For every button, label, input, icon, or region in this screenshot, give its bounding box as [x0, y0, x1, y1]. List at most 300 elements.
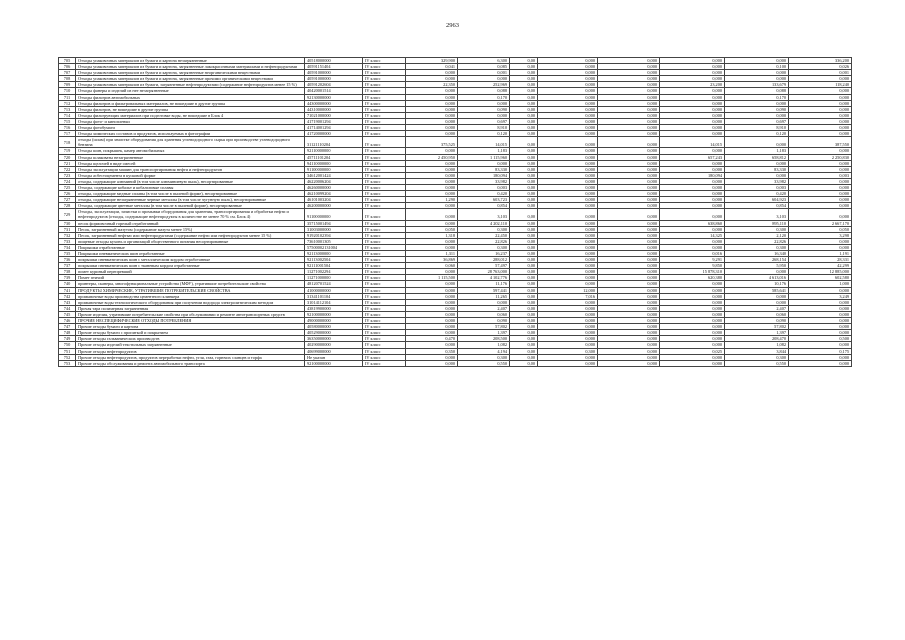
cell-received: 0,00	[510, 257, 538, 263]
cell-received: 0,00	[510, 275, 538, 281]
cell-disposed: 5,950	[725, 263, 789, 269]
cell-waste-code: 40529000000	[305, 330, 363, 336]
table-row	[59, 209, 852, 220]
cell-transferred: 0,000	[660, 125, 725, 131]
cell-used: 0,000	[538, 70, 598, 76]
cell-waste-name: отходы, содержащие медные сплавы (в том числе в пылевой форме), несортированные	[76, 191, 305, 197]
cell-opening-balance: 0,000	[406, 118, 458, 124]
cell-transferred: 0,000	[660, 293, 725, 299]
cell-row-number: 747	[59, 324, 76, 330]
cell-closing-balance: 0,000	[789, 299, 852, 305]
cell-waste-name: Отходы фильтров, не вошедшие в другие группы	[76, 106, 305, 112]
cell-received: 0,00	[510, 293, 538, 299]
cell-row-number: 737	[59, 263, 76, 269]
cell-generated: 0,300	[458, 226, 510, 232]
cell-disposed: 585,641	[725, 287, 789, 293]
cell-disposed: 0,000	[725, 269, 789, 275]
cell-transferred: 0,000	[660, 299, 725, 305]
cell-waste-code: 92110000000	[305, 148, 363, 154]
cell-hazard-class: IV класс	[363, 184, 406, 190]
cell-opening-balance: 329,900	[406, 58, 458, 64]
cell-disposed: 1,397	[725, 330, 789, 336]
cell-used: 0,000	[538, 209, 598, 220]
cell-neutralized: 0,000	[598, 64, 660, 70]
cell-waste-name: Отходы, содержащие цветные металлы (в том числе в пылевой форме), несортированные	[76, 203, 305, 209]
cell-waste-name: ПРОДУКТЫ ХИМИЧЕСКИЕ, УТРАТИВШИЕ ПОТРЕБИТЕЛЬСКИЕ СВОЙСТВА	[76, 287, 305, 293]
cell-row-number: 725	[59, 184, 76, 190]
cell-used: 7,016	[538, 293, 598, 299]
cell-transferred: 0,000	[660, 287, 725, 293]
cell-used: 0,000	[538, 281, 598, 287]
cell-closing-balance: 0,000	[789, 76, 852, 82]
cell-received: 0,00	[510, 148, 538, 154]
cell-hazard-class: IV класс	[363, 137, 406, 148]
cell-row-number: 742	[59, 293, 76, 299]
cell-hazard-class: IV класс	[363, 293, 406, 299]
cell-waste-name: Песок, загрязненный нефтью или нефтепродуктами (содержание нефти или нефтепродуктов менее 15 %)	[76, 232, 305, 238]
cell-transferred: 0,000	[660, 354, 725, 360]
cell-row-number: 746	[59, 318, 76, 324]
cell-received: 0,00	[510, 269, 538, 275]
cell-waste-name: Отходы эксплуатации машин для транспортирования нефти и нефтепродуктов	[76, 166, 305, 172]
cell-received: 0,00	[510, 112, 538, 118]
cell-generated: 4 102,776	[458, 275, 510, 281]
cell-hazard-class: IV класс	[363, 330, 406, 336]
cell-hazard-class: IV класс	[363, 178, 406, 184]
cell-transferred: 0,000	[660, 311, 725, 317]
cell-closing-balance: 42,299	[789, 263, 852, 269]
cell-opening-balance: 0,000	[406, 184, 458, 190]
cell-transferred: 0,000	[660, 191, 725, 197]
cell-waste-code: 73610001305	[305, 238, 363, 244]
cell-opening-balance: 36,869	[406, 257, 458, 263]
cell-hazard-class: IV класс	[363, 131, 406, 137]
cell-received: 0,00	[510, 342, 538, 348]
cell-hazard-class: IV класс	[363, 94, 406, 100]
cell-used: 0,000	[538, 244, 598, 250]
cell-used: 0,000	[538, 112, 598, 118]
cell-transferred: 620,380	[660, 275, 725, 281]
cell-neutralized: 0,000	[598, 70, 660, 76]
cell-hazard-class: IV класс	[363, 203, 406, 209]
cell-closing-balance: 1,191	[789, 251, 852, 257]
cell-hazard-class: IV класс	[363, 348, 406, 354]
cell-generated: 0,090	[458, 106, 510, 112]
cell-received: 0,00	[510, 305, 538, 311]
cell-generated: 0,085	[458, 64, 510, 70]
cell-waste-code: 41714001294	[305, 125, 363, 131]
cell-transferred: 180,094	[660, 172, 725, 178]
cell-disposed: 0,000	[725, 58, 789, 64]
cell-closing-balance: 0,000	[789, 197, 852, 203]
cell-disposed: 0,000	[725, 293, 789, 299]
cell-opening-balance: 0,041	[406, 64, 458, 70]
cell-hazard-class: IV класс	[363, 100, 406, 106]
cell-transferred: 0,000	[660, 209, 725, 220]
cell-neutralized: 0,000	[598, 88, 660, 94]
cell-disposed: 0,300	[725, 244, 789, 250]
cell-disposed: 0,000	[725, 70, 789, 76]
cell-disposed: 604,923	[725, 197, 789, 203]
cell-opening-balance: 0,000	[406, 112, 458, 118]
cell-disposed: 4 613,016	[725, 275, 789, 281]
cell-received: 0,00	[510, 82, 538, 88]
cell-used: 0,000	[538, 305, 598, 311]
cell-waste-code: 92111001504	[305, 263, 363, 269]
cell-opening-balance: 0,000	[406, 191, 458, 197]
cell-used: 0,000	[538, 354, 598, 360]
cell-transferred: 657,243	[660, 154, 725, 160]
cell-transferred: 0,000	[660, 160, 725, 166]
cell-waste-code: 46260000000	[305, 184, 363, 190]
cell-generated: 6,300	[458, 58, 510, 64]
cell-received: 0,00	[510, 58, 538, 64]
cell-waste-name: отходы, содержащие незагрязненные черные металлы (в том числе чугунную пыль), несортированные	[76, 197, 305, 203]
cell-row-number: 714	[59, 112, 76, 118]
cell-neutralized: 0,000	[598, 191, 660, 197]
cell-opening-balance: 0,000	[406, 172, 458, 178]
cell-waste-code: 11271000000	[305, 275, 363, 281]
cell-disposed: 268,154	[725, 257, 789, 263]
cell-waste-name: Песок, загрязненный мазутом (содержание мазута менее 15%)	[76, 226, 305, 232]
cell-generated: 0,003	[458, 184, 510, 190]
cell-waste-code: 11271002294	[305, 269, 363, 275]
cell-disposed: 33,982	[725, 178, 789, 184]
cell-neutralized: 0,000	[598, 330, 660, 336]
cell-used: 12,000	[538, 287, 598, 293]
cell-generated: 0,854	[458, 203, 510, 209]
cell-row-number: 736	[59, 257, 76, 263]
cell-disposed: 0,088	[725, 88, 789, 94]
cell-row-number: 730	[59, 220, 76, 226]
cell-received: 0,00	[510, 197, 538, 203]
cell-transferred: 0,000	[660, 226, 725, 232]
cell-opening-balance: 0,000	[406, 305, 458, 311]
cell-closing-balance: 0,000	[789, 131, 852, 137]
cell-closing-balance: 0,000	[789, 360, 852, 366]
cell-hazard-class: IV класс	[363, 160, 406, 166]
cell-neutralized: 0,000	[598, 148, 660, 154]
cell-waste-name: Покрышки пневматических шин отработанные	[76, 251, 305, 257]
cell-disposed: 0,697	[725, 118, 789, 124]
cell-received: 0,00	[510, 281, 538, 287]
cell-closing-balance: 3,249	[789, 293, 852, 299]
cell-waste-name: Прочие отходы бумаги с пропиткой и покрытием	[76, 330, 305, 336]
cell-row-number: 735	[59, 251, 76, 257]
cell-opening-balance: 375,525	[406, 137, 458, 148]
cell-generated: 603,723	[458, 197, 510, 203]
cell-closing-balance: 0,000	[789, 184, 852, 190]
cell-generated: 2,407	[458, 305, 510, 311]
cell-waste-code: 44310000000	[305, 106, 363, 112]
cell-opening-balance: 0,000	[406, 76, 458, 82]
cell-disposed: 658,812	[725, 154, 789, 160]
cell-used: 0,000	[538, 88, 598, 94]
cell-waste-code: 92113000000	[305, 251, 363, 257]
cell-generated: 57,802	[458, 324, 510, 330]
cell-neutralized: 0,000	[598, 311, 660, 317]
cell-transferred: 0,000	[660, 64, 725, 70]
cell-opening-balance: 0,000	[406, 293, 458, 299]
cell-waste-name: Покрышки отработанные	[76, 244, 305, 250]
cell-generated: 0,550	[458, 360, 510, 366]
cell-used: 0,000	[538, 166, 598, 172]
cell-opening-balance: 0,000	[406, 160, 458, 166]
cell-hazard-class: IV класс	[363, 106, 406, 112]
cell-row-number: 732	[59, 232, 76, 238]
cell-waste-name: помет куриный перепревший	[76, 269, 305, 275]
cell-neutralized: 0,000	[598, 269, 660, 275]
cell-neutralized: 0,000	[598, 209, 660, 220]
cell-generated: 3,103	[458, 209, 510, 220]
cell-hazard-class: IV класс	[363, 154, 406, 160]
cell-closing-balance: 0,000	[789, 160, 852, 166]
cell-disposed: 0,090	[725, 318, 789, 324]
cell-waste-code: 49000000000	[305, 318, 363, 324]
cell-used: 0,000	[538, 154, 598, 160]
cell-disposed: 895,110	[725, 220, 789, 226]
cell-waste-code: 40591000000	[305, 76, 363, 82]
cell-hazard-class: IV класс	[363, 305, 406, 311]
cell-waste-code: 92130000000	[305, 94, 363, 100]
cell-waste-code: 40518000000	[305, 58, 363, 64]
cell-generated: 208,500	[458, 336, 510, 342]
cell-closing-balance: 28,331	[789, 257, 852, 263]
cell-generated: 1,183	[458, 148, 510, 154]
cell-row-number: 731	[59, 226, 76, 232]
cell-disposed: 3,103	[725, 209, 789, 220]
cell-row-number: 728	[59, 203, 76, 209]
cell-row-number: 713	[59, 106, 76, 112]
cell-received: 0,00	[510, 94, 538, 100]
cell-generated: 0,000	[458, 112, 510, 118]
cell-used: 0,000	[538, 226, 598, 232]
cell-closing-balance: 0,000	[789, 305, 852, 311]
cell-waste-name: Прочие отходы нефтепродуктов, продуктов переработки нефти, угля, газа, горючих сланцев и торфа	[76, 354, 305, 360]
cell-waste-name: Отходы фото- и кинопленки	[76, 118, 305, 124]
cell-opening-balance: 0,000	[406, 330, 458, 336]
cell-row-number: 717	[59, 131, 76, 137]
cell-waste-name: Прочие отходы обслуживания и ремонта автомобильного транспорта	[76, 360, 305, 366]
cell-disposed: 0,003	[725, 184, 789, 190]
cell-opening-balance: 0,000	[406, 203, 458, 209]
cell-waste-name: покрышки пневматических шин с тканевым кордом отработанные	[76, 263, 305, 269]
cell-neutralized: 0,000	[598, 232, 660, 238]
cell-closing-balance: 0,000	[789, 191, 852, 197]
cell-opening-balance: 0,000	[406, 311, 458, 317]
cell-received: 0,00	[510, 287, 538, 293]
cell-received: 0,00	[510, 137, 538, 148]
cell-opening-balance: 0,000	[406, 287, 458, 293]
cell-opening-balance: 0,000	[406, 148, 458, 154]
cell-closing-balance: 2 667,170	[789, 220, 852, 226]
cell-waste-name: Отходы щелочей в виде смесей	[76, 160, 305, 166]
cell-hazard-class: IV класс	[363, 226, 406, 232]
cell-hazard-class: IV класс	[363, 342, 406, 348]
cell-closing-balance: 0,000	[789, 166, 852, 172]
cell-disposed: 57,802	[725, 324, 789, 330]
cell-waste-name: промывочные воды технологического оборудования при получении водорода электролитическим методом	[76, 299, 305, 305]
cell-waste-code: 46210099204	[305, 191, 363, 197]
cell-used: 0,000	[538, 269, 598, 275]
cell-waste-code: 92100000000	[305, 360, 363, 366]
cell-opening-balance: 0,350	[406, 348, 458, 354]
cell-row-number: 706	[59, 64, 76, 70]
cell-used: 0,000	[538, 82, 598, 88]
cell-closing-balance: 2 250,830	[789, 154, 852, 160]
cell-generated: 83,330	[458, 166, 510, 172]
cell-waste-code: 48120701524	[305, 281, 363, 287]
cell-transferred: 14,015	[660, 137, 725, 148]
cell-waste-code: 31121110204	[305, 137, 363, 148]
cell-neutralized: 0,000	[598, 305, 660, 311]
cell-neutralized: 0,000	[598, 226, 660, 232]
cell-closing-balance: 3,298	[789, 232, 852, 238]
cell-received: 0,00	[510, 238, 538, 244]
cell-opening-balance: 0,000	[406, 244, 458, 250]
cell-generated: 8,910	[458, 125, 510, 131]
cell-closing-balance: 0,000	[789, 112, 852, 118]
cell-opening-balance: 0,000	[406, 269, 458, 275]
cell-closing-balance: 0,000	[789, 106, 852, 112]
cell-neutralized: 0,000	[598, 275, 660, 281]
cell-waste-name: Помет птичий	[76, 275, 305, 281]
cell-received: 0,00	[510, 172, 538, 178]
cell-transferred: 23,200	[660, 82, 725, 88]
cell-closing-balance: 0,000	[789, 178, 852, 184]
cell-generated: 0,060	[458, 311, 510, 317]
cell-row-number: 743	[59, 299, 76, 305]
cell-hazard-class: IV класс	[363, 257, 406, 263]
cell-neutralized: 0,000	[598, 263, 660, 269]
cell-transferred: 0,000	[660, 112, 725, 118]
cell-waste-code: 40580000000	[305, 324, 363, 330]
cell-disposed: 83,330	[725, 166, 789, 172]
cell-neutralized: 0,000	[598, 299, 660, 305]
cell-used: 0,000	[538, 318, 598, 324]
cell-opening-balance: 0,000	[406, 318, 458, 324]
cell-waste-code: 45711101204	[305, 154, 363, 160]
cell-used: 0,000	[538, 76, 598, 82]
cell-generated: 0,001	[458, 70, 510, 76]
cell-neutralized: 0,000	[598, 220, 660, 226]
cell-waste-name: принтеры, сканеры, многофункциональные устройства (МФУ), утратившие потребительские свойства	[76, 281, 305, 287]
cell-disposed: 0,420	[725, 191, 789, 197]
cell-row-number: 745	[59, 311, 76, 317]
cell-transferred: 0,000	[660, 184, 725, 190]
cell-hazard-class: IV класс	[363, 287, 406, 293]
cell-used: 0,000	[538, 263, 598, 269]
cell-used: 0,000	[538, 100, 598, 106]
cell-received: 0,00	[510, 154, 538, 160]
cell-opening-balance: 0,000	[406, 342, 458, 348]
cell-row-number: 734	[59, 244, 76, 250]
cell-waste-name: Отходы шлаковаты незагрязненные	[76, 154, 305, 160]
cell-waste-code: 57500002131004	[305, 244, 363, 250]
cell-received: 0,00	[510, 336, 538, 342]
cell-neutralized: 0,000	[598, 184, 660, 190]
cell-transferred: 0,000	[660, 324, 725, 330]
cell-generated: 0,697	[458, 118, 510, 124]
cell-received: 0,00	[510, 360, 538, 366]
cell-hazard-class: IV класс	[363, 64, 406, 70]
cell-transferred: 0,000	[660, 106, 725, 112]
cell-received: 0,00	[510, 354, 538, 360]
cell-transferred: 0,000	[660, 166, 725, 172]
cell-received: 0,00	[510, 178, 538, 184]
cell-closing-balance: 387,550	[789, 137, 852, 148]
cell-waste-name: Прочие отходы бумаги и картона	[76, 324, 305, 330]
cell-row-number: 752	[59, 354, 76, 360]
cell-used: 0,000	[538, 106, 598, 112]
cell-received: 0,00	[510, 70, 538, 76]
cell-closing-balance: 0,000	[789, 88, 852, 94]
cell-generated: 14,015	[458, 137, 510, 148]
cell-waste-name: пищевые отходы кухонь и организаций общественного питания несортированные	[76, 238, 305, 244]
cell-received: 0,00	[510, 100, 538, 106]
cell-used: 0,000	[538, 137, 598, 148]
cell-waste-code: 92100000000	[305, 311, 363, 317]
cell-row-number: 723	[59, 172, 76, 178]
cell-row-number: 712	[59, 100, 76, 106]
cell-hazard-class: IV класс	[363, 191, 406, 197]
cell-opening-balance: 0,000	[406, 88, 458, 94]
cell-generated: 288,012	[458, 257, 510, 263]
cell-row-number: 740	[59, 281, 76, 287]
cell-used: 0,000	[538, 203, 598, 209]
cell-disposed: 3,844	[725, 348, 789, 354]
cell-waste-code: 31003000000	[305, 226, 363, 232]
cell-row-number: 741	[59, 287, 76, 293]
cell-opening-balance: 0,000	[406, 125, 458, 131]
cell-hazard-class: IV класс	[363, 354, 406, 360]
cell-row-number: 733	[59, 238, 76, 244]
cell-used: 0,000	[538, 324, 598, 330]
cell-used: 0,000	[538, 232, 598, 238]
cell-transferred: 15 878,310	[660, 269, 725, 275]
cell-disposed: 1,183	[725, 148, 789, 154]
cell-waste-code: 34612001424	[305, 172, 363, 178]
cell-opening-balance: 0,000	[406, 166, 458, 172]
cell-disposed: 0,000	[725, 76, 789, 82]
cell-neutralized: 0,000	[598, 172, 660, 178]
cell-waste-name: Прочие отходы гальванических производств	[76, 336, 305, 342]
cell-row-number: 718	[59, 137, 76, 148]
cell-waste-name: Прочие изделия, утратившие потребительские свойства при обслуживании и ремонте автотранспортных средств	[76, 311, 305, 317]
cell-opening-balance: 0,000	[406, 131, 458, 137]
cell-opening-balance: 1,318	[406, 232, 458, 238]
cell-row-number: 705	[59, 58, 76, 64]
cell-transferred: 638,860	[660, 220, 725, 226]
cell-neutralized: 0,000	[598, 178, 660, 184]
cell-received: 0,00	[510, 203, 538, 209]
cell-received: 0,00	[510, 232, 538, 238]
cell-neutralized: 0,000	[598, 125, 660, 131]
cell-row-number: 739	[59, 275, 76, 281]
cell-transferred: 0,000	[660, 88, 725, 94]
cell-generated: 33,982	[458, 178, 510, 184]
page-number: 2963	[446, 22, 459, 29]
cell-generated: 28 763,000	[458, 269, 510, 275]
cell-disposed: 0,000	[725, 299, 789, 305]
cell-generated: 0,300	[458, 354, 510, 360]
cell-disposed: 0,000	[725, 172, 789, 178]
cell-used: 0,000	[538, 125, 598, 131]
cell-transferred: 14,325	[660, 232, 725, 238]
cell-waste-code: 40591202604	[305, 82, 363, 88]
cell-closing-balance: 0,000	[789, 100, 852, 106]
cell-disposed: 0,100	[725, 64, 789, 70]
